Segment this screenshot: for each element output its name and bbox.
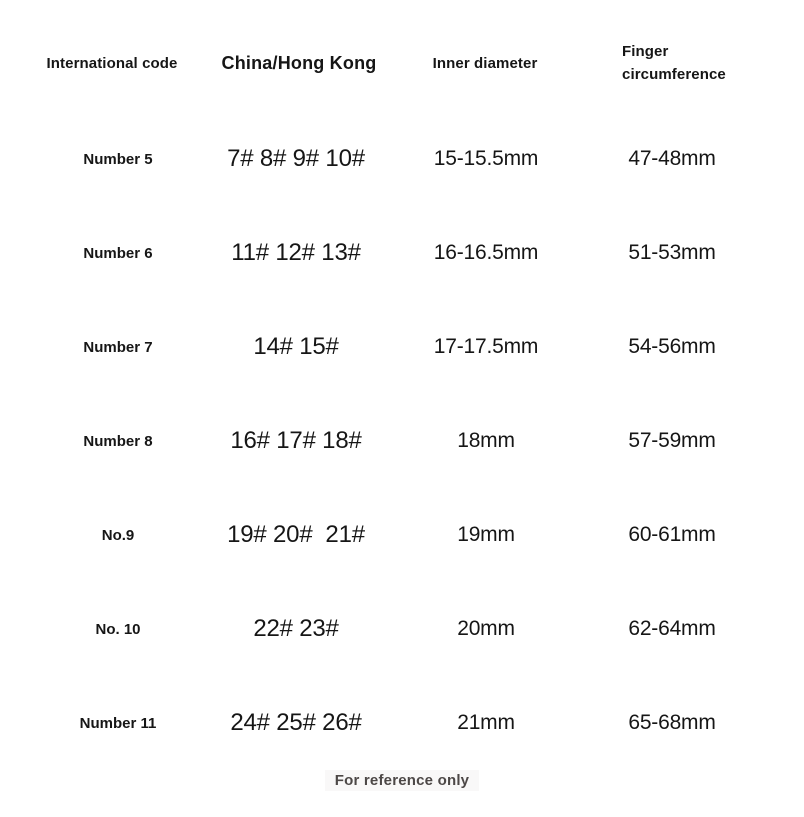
cell-inner-diameter-number-7: 17-17.5mm [433,335,539,358]
cell-china-hk-number-6: 11# 12# 13# [231,239,361,266]
column-header-finger-circumference: Finger circumference [622,42,726,83]
cell-china-hk-number-11: 24# 25# 26# [230,709,362,736]
cell-code-number-6: Number 6 [83,244,153,262]
cell-china-hk-number-7: 14# 15# [253,333,339,360]
cell-china-hk-number-5: 7# 8# 9# 10# [227,145,365,172]
column-header-inner-diameter: Inner diameter [432,54,538,72]
cell-inner-diameter-number-6: 16-16.5mm [433,241,539,264]
cell-finger-circumference-number-10: 62-64mm [628,617,716,640]
cell-china-hk-number-10: 22# 23# [253,615,339,642]
cell-code-number-11: Number 11 [79,714,157,732]
cell-finger-circumference-number-6: 51-53mm [628,241,716,264]
cell-inner-diameter-number-10: 20mm [457,617,515,640]
column-header-china-hong-kong: China/Hong Kong [221,52,377,73]
reference-note: For reference only [325,770,479,791]
cell-inner-diameter-number-9: 19mm [457,523,515,546]
cell-inner-diameter-number-11: 21mm [457,711,515,734]
cell-inner-diameter-number-8: 18mm [457,429,515,452]
cell-finger-circumference-number-9: 60-61mm [628,523,716,546]
cell-finger-circumference-number-7: 54-56mm [628,335,716,358]
cell-finger-circumference-number-5: 47-48mm [628,147,716,170]
cell-code-number-9: No.9 [101,526,135,544]
cell-china-hk-number-8: 16# 17# 18# [230,427,362,454]
footer [0,770,804,791]
cell-code-number-10: No. 10 [95,620,141,638]
cell-code-number-7: Number 7 [83,338,153,356]
cell-finger-circumference-number-8: 57-59mm [628,429,716,452]
cell-china-hk-number-9: 19# 20# 21# [227,521,365,548]
cell-inner-diameter-number-5: 15-15.5mm [433,147,539,170]
column-header-international-code: International code [46,54,178,72]
cell-code-number-5: Number 5 [83,150,153,168]
cell-code-number-8: Number 8 [83,432,153,450]
cell-finger-circumference-number-11: 65-68mm [628,711,716,734]
